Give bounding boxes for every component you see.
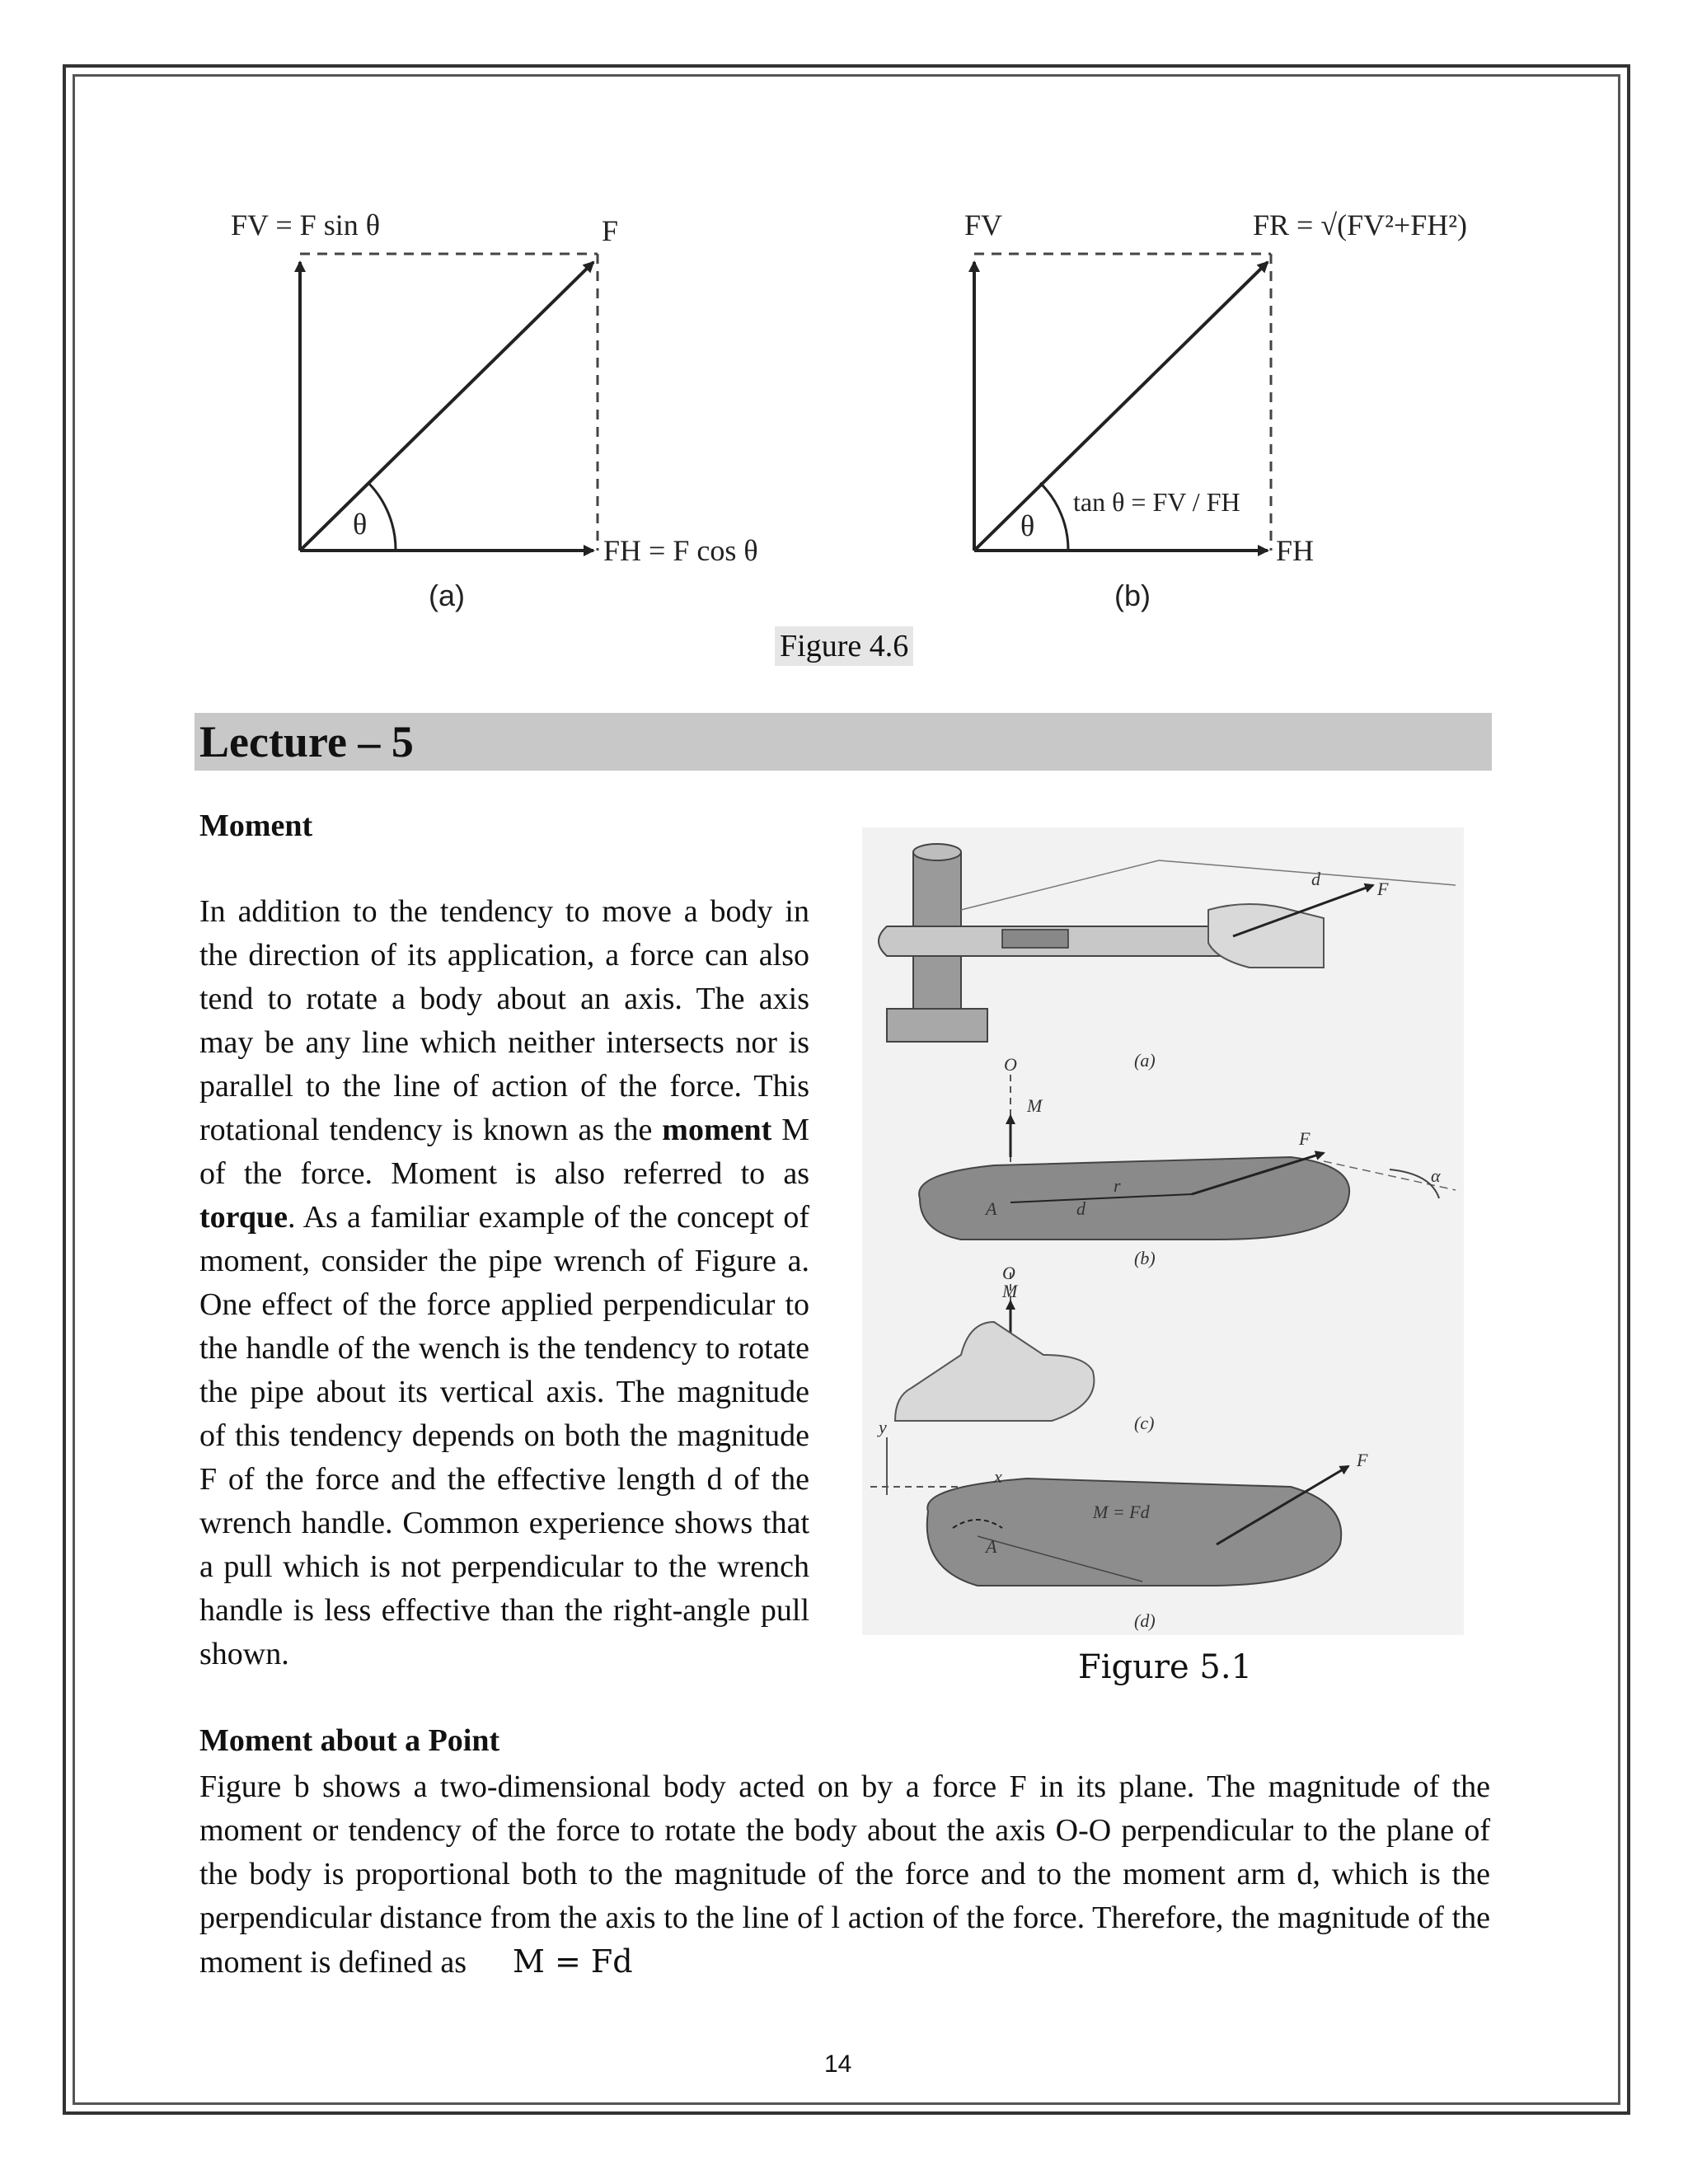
torque-term: torque xyxy=(199,1200,288,1235)
moment-heading: Moment xyxy=(199,808,313,843)
moment-paragraph xyxy=(199,890,809,1676)
panel-b-fh-label: FH xyxy=(1276,534,1315,567)
plate-b-illustration xyxy=(919,1054,1456,1268)
svg-text:F: F xyxy=(1357,1450,1368,1470)
svg-text:x: x xyxy=(994,1466,1002,1487)
plate-d-illustration xyxy=(870,1417,1368,1631)
panel-b-label: (b) xyxy=(1114,579,1151,612)
moment-about-point-text: Figure b shows a two-dimensional body acted on by a force F in its plane. The magnitude of the moment or tendency of the force to rotate the body about the axis O-O perpendicular to the plane of the body is proportional both to the magnitude of the force and to the moment arm d, which is the perpendicular distance from the axis to the line of l action of the force. Therefore, the magnitude of the moment is defined as xyxy=(199,1769,1490,1980)
svg-text:M: M xyxy=(1027,1095,1043,1116)
svg-text:r: r xyxy=(1114,1175,1121,1196)
svg-text:d: d xyxy=(1311,869,1320,889)
svg-text:M = Fd: M = Fd xyxy=(1093,1502,1150,1522)
panel-a-theta: θ xyxy=(353,508,368,541)
svg-text:(a): (a) xyxy=(1134,1050,1156,1071)
moment-text-2: M of the force. Moment is also referred to as xyxy=(199,1113,809,1191)
panel-a-fv-label: FV = F sin θ xyxy=(231,209,380,241)
svg-text:O: O xyxy=(1002,1263,1015,1283)
lecture-heading-bar xyxy=(195,713,1492,771)
svg-text:F: F xyxy=(1299,1128,1311,1149)
figure-5-1-caption: Figure 5.1 xyxy=(1078,1648,1253,1686)
svg-text:O: O xyxy=(1004,1054,1017,1075)
moment-about-point-heading: Moment about a Point xyxy=(199,1723,500,1758)
panel-b-fr-label: FR = √(FV²+FH²) xyxy=(1253,209,1467,241)
svg-text:d: d xyxy=(1076,1198,1085,1219)
panel-a xyxy=(231,209,758,612)
moment-term: moment xyxy=(662,1113,772,1147)
svg-text:A: A xyxy=(986,1536,997,1557)
panel-a-f-label: F xyxy=(602,214,619,247)
figure-5-1-image xyxy=(862,827,1464,1635)
panel-b-tan-label: tan θ = FV / FH xyxy=(1073,487,1240,517)
moment-equation: M = Fd xyxy=(512,1943,633,1980)
figure-4-6 xyxy=(223,198,1475,626)
svg-text:M: M xyxy=(1002,1281,1018,1301)
svg-text:(d): (d) xyxy=(1134,1610,1156,1631)
panel-a-fh-label: FH = F cos θ xyxy=(603,534,758,567)
svg-text:(c): (c) xyxy=(1134,1413,1155,1433)
svg-text:α: α xyxy=(1431,1165,1441,1186)
panel-b xyxy=(964,209,1467,612)
panel-b-fv-label: FV xyxy=(964,209,1003,241)
lecture-title: Lecture – 5 xyxy=(199,717,414,766)
moment-text-1: In addition to the tendency to move a body in the direction of its application, a force can also tend to rotate a body about an axis. The axis may be any line which neither intersects nor is parallel to the line of action of the force. This rotational tendency is known as the xyxy=(199,894,809,1147)
moment-text-3: . As a familiar example of the concept of moment, consider the pipe wrench of Figure a. One effect of the force applied perpendicular to the handle of the wench is the tendency to rotate the pipe about its vertical axis. The magnitude of this tendency depends on both the magnitude F of the force and the effective length d of the wrench handle. Common experience shows that a pull which is not perpendicular to the wrench handle is less effective than the right-angle pull shown. xyxy=(199,1200,809,1671)
svg-text:F: F xyxy=(1377,879,1389,899)
panel-a-label: (a) xyxy=(429,579,465,612)
figure-4-6-caption: Figure 4.6 xyxy=(775,626,913,666)
moment-about-point-paragraph xyxy=(199,1765,1490,1985)
page-number: 14 xyxy=(824,2050,852,2078)
hand-c-illustration xyxy=(895,1263,1154,1433)
svg-text:(b): (b) xyxy=(1134,1248,1156,1268)
panel-b-theta: θ xyxy=(1020,509,1035,542)
wrench-illustration xyxy=(879,844,1456,1071)
svg-text:A: A xyxy=(986,1198,997,1219)
svg-text:y: y xyxy=(879,1417,887,1437)
